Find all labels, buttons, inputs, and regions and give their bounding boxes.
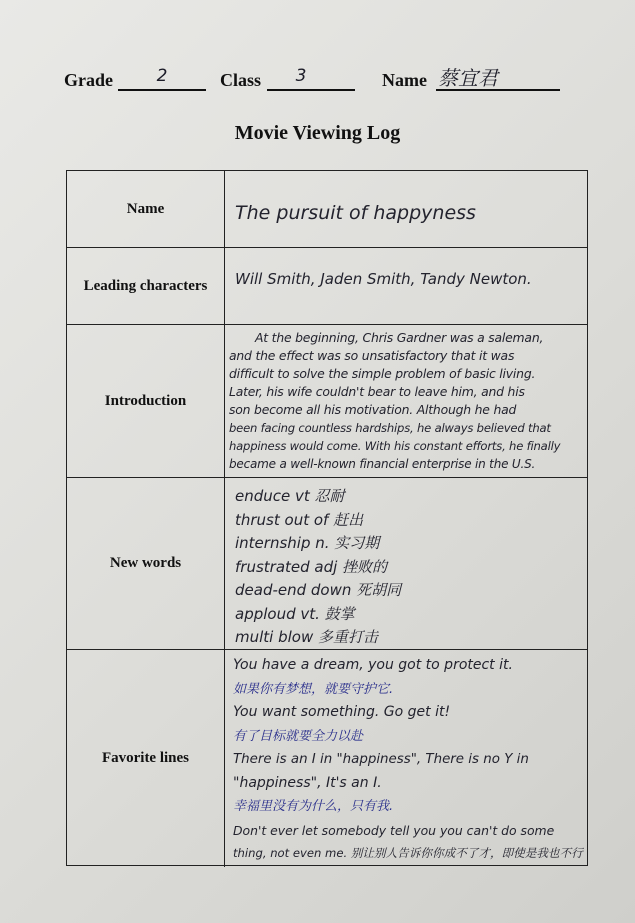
- name-value: 蔡宜君: [438, 66, 498, 90]
- favorite-line: thing, not even me. 别让别人告诉你你成不了才，即使是我也不行: [233, 846, 583, 860]
- favorite-line-translation: 如果你有梦想，就要守护它.: [233, 681, 394, 697]
- row-favorite-lines: [67, 649, 587, 867]
- row-characters: [67, 247, 587, 324]
- log-table: [66, 170, 588, 866]
- row-favorite-lines-cell: [227, 650, 587, 867]
- grade-underline: [118, 89, 206, 91]
- new-word-item: frustrated adj 挫败的: [235, 557, 388, 576]
- row-name-label: Name: [67, 171, 225, 247]
- row-introduction-cell: [227, 325, 587, 477]
- favorite-line-translation: 幸福里没有为什么，只有我.: [233, 799, 394, 814]
- introduction-line: difficult to solve the simple problem of basic living.: [229, 366, 536, 381]
- row-characters-label: Leading characters: [67, 248, 225, 324]
- class-label: Class: [220, 70, 262, 90]
- row-introduction: [67, 324, 587, 477]
- class-underline: [267, 89, 355, 91]
- row-name: [67, 171, 587, 247]
- new-word-item: enduce vt 忍耐: [235, 487, 345, 505]
- new-word-item: dead-end down 死胡同: [235, 581, 402, 599]
- header: [64, 58, 584, 92]
- favorite-lines-list: [233, 654, 585, 866]
- row-characters-cell: [227, 248, 587, 324]
- row-new-words-label: New words: [67, 478, 225, 649]
- introduction-line: happiness would come. With his constant efforts, he finally: [229, 439, 561, 453]
- grade-value: 2: [156, 66, 168, 86]
- introduction-line: became a well-known financial enterprise in the U.S.: [229, 457, 536, 471]
- introduction-line: Later, his wife couldn't bear to leave him, and his: [229, 384, 525, 399]
- name-label: Name: [382, 70, 427, 90]
- row-new-words: [67, 477, 587, 649]
- page-title: Movie Viewing Log: [234, 122, 401, 144]
- favorite-line: There is an I in "happiness", There is no Y in: [233, 752, 529, 767]
- new-word-item: thrust out of 赶出: [235, 510, 364, 529]
- favorite-line: Don't ever let somebody tell you you can't do some: [233, 822, 555, 838]
- new-word-item: internship n. 实习期: [235, 534, 380, 552]
- row-name-cell: [227, 171, 587, 247]
- grade-label: Grade: [64, 70, 113, 90]
- class-value: 3: [295, 66, 307, 86]
- movie-name: The pursuit of happyness: [235, 202, 476, 224]
- new-word-item: apploud vt. 鼓掌: [235, 604, 355, 623]
- introduction-line: At the beginning, Chris Gardner was a saleman,: [255, 330, 544, 345]
- favorite-line: You want something. Go get it!: [233, 704, 451, 720]
- introduction-line: son become all his motivation. Although he had: [229, 402, 517, 417]
- favorite-line: "happiness", It's an I.: [233, 774, 382, 791]
- row-new-words-cell: [227, 478, 587, 649]
- introduction-text: [229, 329, 585, 473]
- favorite-line: You have a dream, you got to protect it.: [233, 657, 513, 673]
- row-favorite-lines-label: Favorite lines: [67, 650, 225, 867]
- introduction-line: and the effect was so unsatisfactory that it was: [229, 348, 515, 363]
- row-introduction-label: Introduction: [67, 325, 225, 477]
- introduction-line: been facing countless hardships, he always believed that: [229, 421, 551, 435]
- characters-value: Will Smith, Jaden Smith, Tandy Newton.: [235, 270, 532, 288]
- new-words-list: [235, 485, 581, 650]
- favorite-line-translation: 有了目标就要全力以赴: [233, 728, 364, 744]
- new-word-item: multi blow 多重打击: [235, 628, 379, 646]
